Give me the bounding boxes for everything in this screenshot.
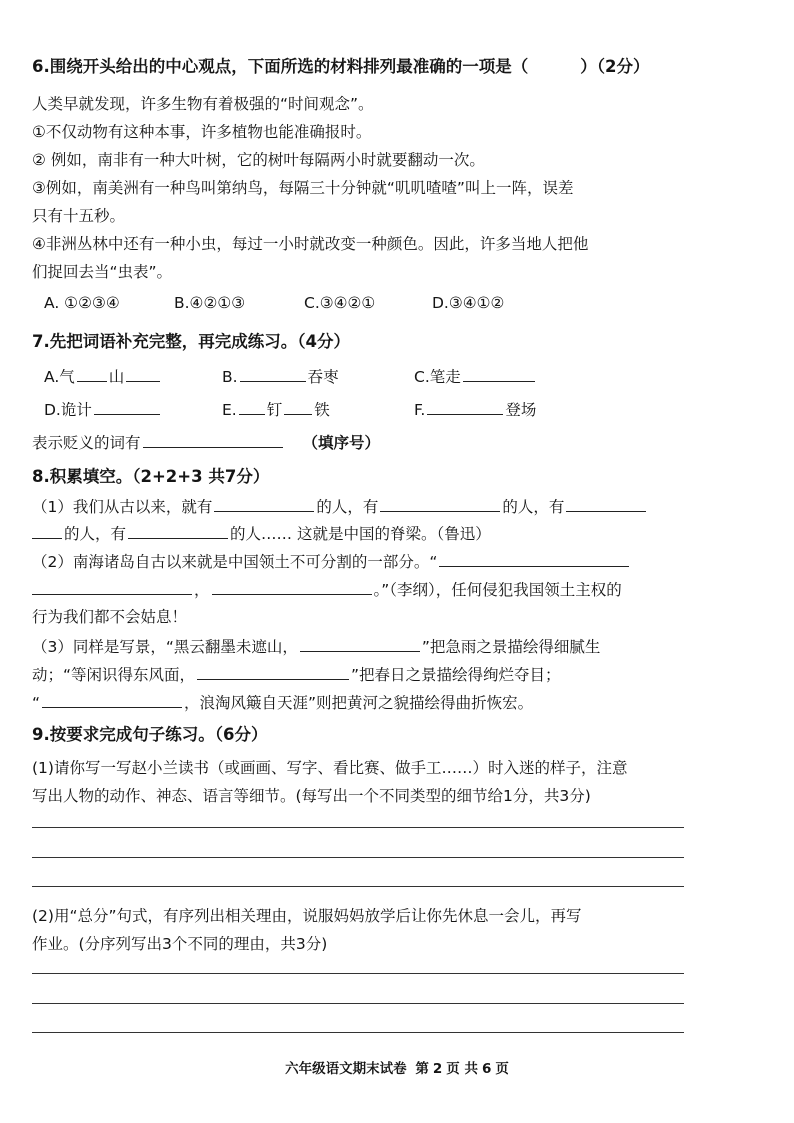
q7-blank-e2[interactable] (284, 398, 312, 415)
q9-s1-answer-line-3[interactable] (32, 886, 684, 887)
q7-item-c-prefix: C.笔走 (414, 368, 461, 386)
q9-s1-line2: 写出人物的动作、神态、语言等细节。(每写出一个不同类型的细节给1分，共3分) (32, 787, 591, 805)
q8-p2-line1 (32, 550, 631, 573)
q8-p2-text-a: （2）南海诸岛自古以来就是中国领土不可分割的一部分。“ (32, 553, 438, 571)
q8-p2-line2 (32, 578, 622, 601)
q8-p3-text-d: ”把春日之景描绘得绚烂夺目； (351, 666, 561, 684)
q8-p1-text-a: （1）我们从古以来，就有 (32, 498, 213, 516)
q7-blank-d[interactable] (94, 398, 160, 415)
q8-p1-text-b: 的人，有 (316, 498, 379, 516)
footer-page-suffix: 页 (495, 1061, 509, 1077)
q7-blank-c[interactable] (463, 365, 535, 382)
q9-s2-answer-line-3[interactable] (32, 1032, 684, 1033)
q8-p2-blank-1[interactable] (439, 550, 629, 567)
q7-blank-a2[interactable] (126, 365, 160, 382)
q6-material-4b: 们捉回去当“虫表”。 (32, 263, 173, 281)
q8-p3-blank-2[interactable] (197, 663, 349, 680)
footer-page-total: 6 (481, 1061, 492, 1077)
q8-p3-line3 (32, 691, 533, 714)
q6-title-score: ）（2分） (580, 57, 650, 76)
q8-p1-text-e: 的人…… 这就是中国的脊梁。（鲁迅） (230, 525, 491, 543)
q7-item-a-mid: 山 (108, 368, 125, 386)
q6-options (44, 292, 504, 314)
q9-s2-answer-line-2[interactable] (32, 1003, 684, 1004)
q7-row-2 (44, 398, 536, 421)
q8-p2-comma: ， (194, 581, 210, 599)
q8-p2-line3: 行为我们都不会姑息！ (32, 608, 188, 626)
q6-material-2: ② 例如，南非有一种大叶树，它的树叶每隔两小时就要翻动一次。 (32, 151, 485, 169)
q6-option-a[interactable]: A. ①②③④ (44, 294, 120, 312)
q8-p1-blank-1[interactable] (214, 495, 314, 512)
q8-p1-line1 (32, 495, 648, 518)
q9-s1-line1: (1)请你写一写赵小兰读书（或画画、写字、看比赛、做手工……）时入迷的样子，注意 (32, 759, 628, 777)
q7-fill-note: （填序号） (302, 434, 381, 452)
q8-p1-text-d: 的人，有 (64, 525, 127, 543)
q8-p3-text-a: （3）同样是写景，“黑云翻墨未遮山， (32, 638, 298, 656)
q8-p3-text-f: ，浪淘风簸自天涯”则把黄河之貌描绘得曲折恢宏。 (184, 694, 534, 712)
q7-item-f-prefix: F. (414, 401, 426, 419)
q8-p3-line1 (32, 635, 600, 658)
q6-option-d[interactable]: D.③④①② (432, 294, 505, 312)
q8-p1-blank-2[interactable] (380, 495, 500, 512)
q7-blank-f[interactable] (427, 398, 503, 415)
q6-material-3a: ③例如，南美洲有一种鸟叫第纳鸟，每隔三十分钟就“叽叽喳喳”叫上一阵，误差 (32, 179, 574, 197)
q8-p1-line2 (32, 522, 491, 545)
q6-material-4a: ④非洲丛林中还有一种小虫，每过一小时就改变一种颜色。因此，许多当地人把他 (32, 235, 589, 253)
q7-item-d-prefix: D.诡计 (44, 401, 92, 419)
q8-p1-blank-4[interactable] (32, 522, 62, 539)
q8-p3-blank-3[interactable] (42, 691, 182, 708)
q9-s2-line2: 作业。(分序列写出3个不同的理由，共3分) (32, 935, 328, 953)
q6-material-3b: 只有十五秒。 (32, 207, 126, 225)
q7-derog-blank[interactable] (143, 431, 283, 448)
footer-page-prefix: 第 (415, 1061, 429, 1077)
q6-title-text: 6.围绕开头给出的中心观点，下面所选的材料排列最准确的一项是（ (32, 57, 529, 76)
q8-p2-blank-2[interactable] (32, 578, 192, 595)
q8-p2-text-c: 。”（李纲），任何侵犯我国领土主权的 (373, 581, 622, 599)
q6-option-b[interactable]: B.④②①③ (174, 294, 246, 312)
q6-material-1: ①不仅动物有这种本事，许多植物也能准确报时。 (32, 123, 372, 141)
q6-option-c[interactable]: C.③④②① (304, 294, 376, 312)
q8-p3-text-b: ”把急雨之景描绘得细腻生 (421, 638, 601, 656)
q8-p3-quote-open: “ (32, 694, 41, 712)
q9-title: 9.按要求完成句子练习。（6分） (32, 725, 268, 744)
q8-p3-line2 (32, 663, 561, 686)
q8-p3-text-c: 动；“等闲识得东风面， (32, 666, 196, 684)
q7-blank-b[interactable] (240, 365, 306, 382)
q7-title: 7.先把词语补充完整，再完成练习。（4分） (32, 332, 350, 351)
footer-exam-name: 六年级语文期末试卷 (285, 1061, 407, 1077)
q7-item-e-suffix: 铁 (314, 401, 330, 419)
q8-p2-blank-3[interactable] (212, 578, 372, 595)
q6-title (32, 56, 649, 78)
q8-p3-blank-1[interactable] (300, 635, 420, 652)
q9-s1-answer-line-2[interactable] (32, 857, 684, 858)
q7-row-1 (44, 365, 537, 388)
q7-item-b-prefix: B. (222, 368, 238, 386)
q8-p1-text-c: 的人，有 (502, 498, 565, 516)
q9-s1-answer-line-1[interactable] (32, 827, 684, 828)
q7-item-f-suffix: 登场 (505, 401, 537, 419)
q7-item-e-mid: 钉 (266, 401, 283, 419)
page-footer (0, 1057, 794, 1077)
q7-blank-a1[interactable] (77, 365, 107, 382)
q8-title: 8.积累填空。（2+2+3 共7分） (32, 467, 270, 486)
q7-derogatory (32, 431, 380, 454)
footer-page-mid: 页 共 (446, 1061, 478, 1077)
q7-blank-e1[interactable] (239, 398, 265, 415)
q7-item-a-prefix: A.气 (44, 368, 75, 386)
q9-s2-answer-line-1[interactable] (32, 973, 684, 974)
q6-stem: 人类早就发现，许多生物有着极强的“时间观念”。 (32, 95, 374, 113)
q7-derog-label: 表示贬义的词有 (32, 434, 141, 452)
q8-p1-blank-3[interactable] (566, 495, 646, 512)
q7-item-e-prefix: E. (222, 401, 237, 419)
q7-item-b-suffix: 吞枣 (307, 368, 339, 386)
q8-p1-blank-5[interactable] (128, 522, 228, 539)
footer-page-number: 2 (432, 1061, 443, 1077)
q9-s2-line1: (2)用“总分”句式，有序列出相关理由，说服妈妈放学后让你先休息一会儿，再写 (32, 907, 582, 925)
